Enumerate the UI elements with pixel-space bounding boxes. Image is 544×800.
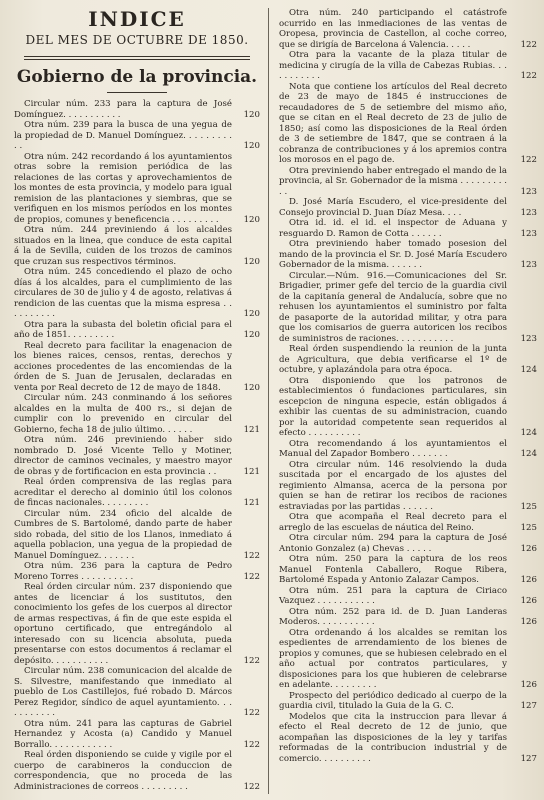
right-entry-list	[279, 8, 537, 764]
entry-page-number: 122	[243, 571, 260, 582]
entry-page-number: 123	[520, 186, 537, 197]
entry-text: Otra núm. 245 concediendo el plazo de ocho días á los alcaldes, para el cumplimiento de las circulares de 30 de julio y 4 de agosto, relativas á rendicion de las cuentas que la misma espresa . . . . . . . . . .	[14, 267, 232, 319]
entry-page-number: 122	[520, 155, 537, 165]
left-column	[14, 0, 260, 792]
entry-page-number: 125	[520, 522, 537, 533]
entry-text: Otra para la subasta del boletin oficial para el año de 1851. . . . . . . . .	[14, 319, 232, 340]
entry-text: Otra núm. 246 previniendo haber sido nombrado D. José Vicente Tello y Motiner, director de caminos vecinales, y maestro mayor de obras y de fortificacion en esta provincia . .	[14, 435, 232, 477]
entry-text: Otra circular núm. 294 para la captura de José Antonio Gonzalez (a) Chevas . . . . .	[279, 533, 507, 554]
page-subtitle: DEL MES DE OCTUBRE DE 1850.	[25, 33, 249, 47]
entry-page-number: 120	[243, 309, 260, 319]
index-entry	[14, 341, 260, 394]
entry-text: Otra ordenando á los alcaldes se remitan los espedientes de arrendamiento de los bienes de propios y comunes, que se hubiesen celebrado en el año actual por contratos particulares, y disposiciones para los que hubieren de celebrarse en adelante. . . . . . . . .	[279, 627, 507, 690]
index-entry	[279, 50, 537, 82]
index-entry	[279, 691, 537, 712]
entry-text: Prospecto del periódico dedicado al cuerpo de la guardia civil, titulado la Guia de la G. C.	[279, 690, 507, 711]
index-entry	[14, 666, 260, 719]
entry-page-number: 120	[243, 330, 260, 340]
index-entry	[14, 561, 260, 582]
index-entry	[14, 99, 260, 120]
right-column	[279, 0, 537, 764]
section-rule	[107, 92, 167, 93]
entry-text: Otra disponiendo que los patronos de establecimientos ó fundaciones particulares, sin escepcion de ninguna especie, están obligados á exhibir las cuentas de su administracion, cuando por la autoridad competente sean requeridos al efecto . . . . . . . . . .	[279, 375, 507, 438]
index-entry	[14, 477, 260, 509]
entry-page-number: 123	[520, 260, 537, 270]
index-entry	[279, 8, 537, 50]
entry-text: Modelos que cita la instruccion para llevar á efecto el Real decreto de 12 de junio, que acompañan las disposiciones de la ley y tarifas reformadas de la contribucion industrial y de comercio. . . . . . . . . .	[279, 711, 507, 764]
index-entry	[279, 607, 537, 628]
entry-page-number: 122	[243, 739, 260, 750]
entry-page-number: 120	[243, 141, 260, 151]
entry-page-number: 121	[243, 466, 260, 477]
index-entry	[279, 712, 537, 765]
entry-text: Nota que contiene los artículos del Real decreto de 23 de mayo de 1845 é instrucciones de recaudadores de 5 de setiembre del mismo año, que se citan en el Real decreto de 23 de julio de 1850; así como las disposiciones de la Real órden de 3 de setiembre de 1847, que se contraen á la cobranza de contribuciones y á los apremios contra los morosos en el pago de.	[279, 81, 507, 165]
column-divider	[268, 8, 269, 794]
index-entry	[14, 719, 260, 751]
index-entry	[279, 376, 537, 439]
entry-text: Otra núm. 252 para id. de D. Juan Landeras Moderos. . . . . . . . . . .	[279, 606, 507, 627]
entry-text: Real órden disponiendo se cuide y vigile por el cuerpo de carabineros la conduccion de correspondencia, que no proceda de las Administraciones de correos . . . . . . . . .	[14, 750, 232, 792]
entry-text: Otra núm. 241 para las capturas de Gabriel Hernandez y Acosta (a) Candido y Manuel Borrallo. . . . . . . . . . . .	[14, 718, 232, 750]
index-entry	[279, 512, 537, 533]
entry-page-number: 122	[520, 71, 537, 81]
entry-page-number: 121	[243, 424, 260, 435]
index-entry	[279, 271, 537, 345]
index-entry	[279, 439, 537, 460]
index-entry	[14, 509, 260, 562]
section-heading: Gobierno de la provincia.	[16, 67, 258, 87]
index-entry	[14, 393, 260, 435]
index-entry	[14, 225, 260, 267]
entry-page-number: 126	[520, 575, 537, 585]
entry-text: Otra núm. 240 participando el catástrofe ocurrido en las inmediaciones de las ventas de Oropesa, provincia de Castellon, al coche correo, que se dirigía de Barcelona á Valencia. . . . .	[279, 8, 507, 50]
index-entry	[14, 267, 260, 320]
entry-page-number: 121	[243, 498, 260, 508]
entry-page-number: 123	[520, 333, 537, 344]
index-entry	[279, 166, 537, 198]
index-entry	[279, 218, 537, 239]
entry-text: Real órden comprensiva de las reglas para acreditar el derecho al dominio útil los colonos de fincas nacionales. . . . . . . . .	[14, 477, 232, 508]
entry-page-number: 127	[520, 753, 537, 764]
index-entry	[279, 239, 537, 271]
entry-page-number: 124	[520, 428, 537, 438]
entry-text: Otra circular núm. 146 resolviendo la duda suscitada por el encargado de los ajustes del regimiento Almansa, acerca de la persona por quien se han de retirar los recibos de raciones estraviadas por las partidas . . . . . .	[279, 459, 507, 512]
index-entry	[279, 460, 537, 513]
entry-page-number: 126	[520, 680, 537, 690]
index-entry	[279, 344, 537, 376]
entry-text: Otra recomendando á los ayuntamientos el Manual del Zapador Bombero . . . . . . .	[279, 438, 507, 459]
entry-page-number: 120	[243, 214, 260, 225]
entry-page-number: 126	[520, 543, 537, 554]
entry-text: Real decreto para facilitar la enagenacion de los bienes raices, censos, rentas, derechos y acciones procedentes de las encomiendas de la órden de S. Juan de Jerusalen, declaradas en venta por Real decreto de 12 de mayo de 1848.	[14, 340, 232, 393]
entry-text: Circular.—Núm. 916.—Comunicaciones del Sr. Brigadier, primer gefe del tercio de la guardia civil de la capitanía general de Andalucía, sobre que no rehusen los ayuntamientos el suministro por falta de pasaporte de la autoridad militar, y otra para que los comisarios de guerra autoricen los recibos de suministros de raciones. . . . . . . . . . .	[279, 270, 507, 344]
entry-text: Real órden circular núm. 237 disponiendo que antes de licenciar á los sustitutos, den conocimiento los gefes de los cuerpos al director de armas respectivas, á fin de que este espida el oportuno certificado, que entregándolo al interesado con su licencia absoluta, pueda presentarse con estos documentos á reclamar el depósito. . . . . . . . . . .	[14, 582, 232, 666]
index-entry	[14, 320, 260, 341]
entry-text: Otra previniendo haber entregado el mando de la provincia, al Sr. Gobernador de la misma . . . . . . . . . . .	[279, 165, 507, 197]
entry-page-number: 120	[243, 109, 260, 120]
entry-page-number: 124	[520, 365, 537, 375]
entry-text: Circular núm. 238 comunicacion del alcalde de S. Silvestre, manifestando que inmediato al pueblo de Los Castillejos, fué robado D. Márcos Perez Regidor, síndico de aquel ayuntamiento. . . . . . . . . . .	[14, 666, 232, 718]
index-entry	[14, 152, 260, 226]
index-entry	[14, 582, 260, 666]
entry-page-number: 127	[520, 701, 537, 711]
entry-text: Otra núm. 250 para la captura de los reos Manuel Fontenla Caballero, Roque Ribera, Bartolomé Espada y Antonio Zalazar Campos.	[279, 554, 507, 585]
entry-page-number: 125	[520, 501, 537, 512]
entry-page-number: 123	[520, 207, 537, 218]
title-rule	[24, 56, 250, 60]
entry-page-number: 120	[243, 382, 260, 393]
entry-page-number: 124	[520, 449, 537, 459]
page-title: INDICE	[88, 7, 186, 31]
entry-text: Otra id. id. el id. el inspector de Aduana y resguardo D. Ramon de Cotta . . . . . .	[279, 218, 507, 239]
index-entry	[279, 628, 537, 691]
entry-text: Otra núm. 242 recordando á los ayuntamientos otras sobre la remision periódica de las relaciones de las cortas y aprovechamientos de los montes de esta provincia, y modelo para igual remision de las plantaciones y siembras, que se verifiquen en los mismos períodos en los montes de propios, comunes y beneficencia . . . . . . . . .	[14, 151, 232, 225]
entry-page-number: 122	[520, 39, 537, 50]
index-entry	[279, 82, 537, 166]
entry-page-number: 120	[243, 256, 260, 267]
left-entry-list	[14, 99, 260, 792]
entry-page-number: 126	[520, 596, 537, 606]
entry-text: Circular núm. 233 para la captura de José Domínguez. . . . . . . . . . .	[14, 99, 232, 120]
index-entry	[14, 435, 260, 477]
entry-text: D. José María Escudero, el vice-presidente del Consejo provincial D. Juan Díaz Mesa. . . .	[279, 197, 507, 218]
entry-text: Otra para la vacante de la plaza titular de medicina y cirugía de la villa de Cabezas Rubias. . . . . . . . . . .	[279, 50, 507, 81]
index-entry	[279, 533, 537, 554]
entry-page-number: 126	[520, 617, 537, 627]
index-entry	[14, 750, 260, 792]
entry-page-number: 122	[243, 781, 260, 792]
index-entry	[279, 197, 537, 218]
entry-text: Otra previniendo haber tomado posesion del mando de la provincia el Sr. D. José María Escudero Gobernador de la misma. . . . . . .	[279, 239, 507, 270]
entry-page-number: 122	[243, 655, 260, 666]
entry-text: Otra núm. 239 para la busca de una yegua de la propiedad de D. Manuel Domínguez. . . . . . . . . . .	[14, 120, 232, 151]
entry-page-number: 122	[243, 550, 260, 561]
entry-page-number: 123	[520, 228, 537, 239]
entry-text: Otra núm. 251 para la captura de Ciriaco Vazquez . . . . . . . . . . .	[279, 585, 507, 606]
index-entry	[279, 554, 537, 586]
entry-text: Circular núm. 243 conminando á los señores alcaldes en la multa de 400 rs., si dejan de cumplir con lo prevenido en circular del Gobierno, fecha 18 de julio último. . . . . .	[14, 393, 232, 435]
entry-text: Otra núm. 236 para la captura de Pedro Moreno Torres . . . . . . . . . .	[14, 561, 232, 582]
entry-text: Circular núm. 234 oficio del alcalde de Cumbres de S. Bartolomé, dando parte de haber sido robada, del sitio de los Llanos, inmediato á aquella poblacion, una yegua de la propiedad de Manuel Domínguez. . . . . . .	[14, 508, 232, 561]
entry-text: Otra núm. 244 previniendo á los alcaldes situados en la linea, que conduce de esta capital á la de Sevilla, cuiden de los trozos de caminos que cruzan sus respectivos términos.	[14, 225, 232, 267]
entry-page-number: 122	[243, 708, 260, 718]
index-entry	[14, 120, 260, 152]
index-entry	[279, 586, 537, 607]
entry-text: Otra que acompaña el Real decreto para el arreglo de las escuelas de náutica del Reino.	[279, 512, 507, 533]
entry-text: Real órden suspendiendo la reunion de la junta de Agricultura, que debia verificarse el 1º de octubre, y aplazándola para otra época.	[279, 344, 507, 375]
